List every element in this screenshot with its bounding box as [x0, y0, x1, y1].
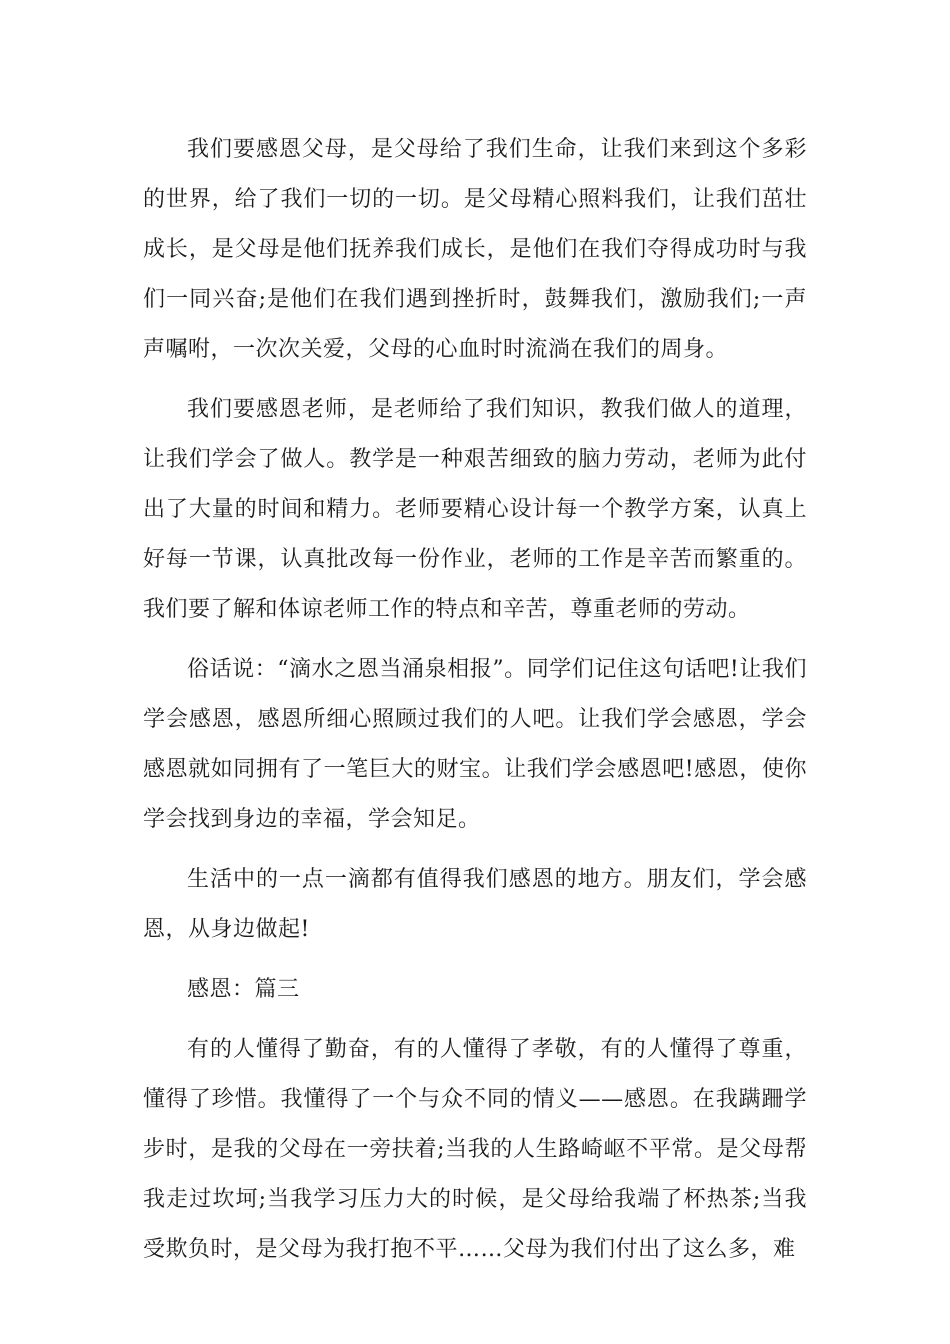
paragraph-thank-teachers: 我们要感恩老师，是老师给了我们知识，教我们做人的道理，让我们学会了做人。教学是一种艰苦细致的脑力劳动，老师为此付出了大量的时间和精力。老师要精心设计每一个教学方案，认真上好每一节课，认真批改每一份作业，老师的工作是辛苦而繁重的。我们要了解和体谅老师工作的特点和辛苦，尊重老师的劳动。 [143, 397, 807, 622]
paragraph-understanding-gratitude: 有的人懂得了勤奋，有的人懂得了孝敬，有的人懂得了尊重，懂得了珍惜。我懂得了一个与众不同的情义——感恩。在我蹒跚学步时，是我的父母在一旁扶着;当我的人生路崎岖不平常。是父母帮我走过坎坷;当我学习压力大的时候，是父母给我端了杯热茶;当我受欺负时，是父母为我打抱不平……父母为我们付出了这么多，难 [143, 1037, 807, 1262]
paragraph-proverb: 俗话说：“滴水之恩当涌泉相报”。同学们记住这句话吧!让我们学会感恩，感恩所细心照顾过我们的人吧。让我们学会感恩，学会感恩就如同拥有了一笔巨大的财宝。让我们学会感恩吧!感恩，使你学会找到身边的幸福，学会知足。 [143, 657, 807, 832]
document-body [143, 125, 807, 1285]
paragraph-thank-parents: 我们要感恩父母，是父母给了我们生命，让我们来到这个多彩的世界，给了我们一切的一切。是父母精心照料我们，让我们茁壮成长，是父母是他们抚养我们成长，是他们在我们夺得成功时与我们一同兴奋;是他们在我们遇到挫折时，鼓舞我们，激励我们;一声声嘱咐，一次次关爱，父母的心血时时流淌在我们的周身。 [143, 137, 807, 362]
paragraph-everyday-gratitude: 生活中的一点一滴都有值得我们感恩的地方。朋友们，学会感恩，从身边做起! [143, 867, 807, 942]
section-heading: 感恩：篇三 [187, 977, 300, 1002]
